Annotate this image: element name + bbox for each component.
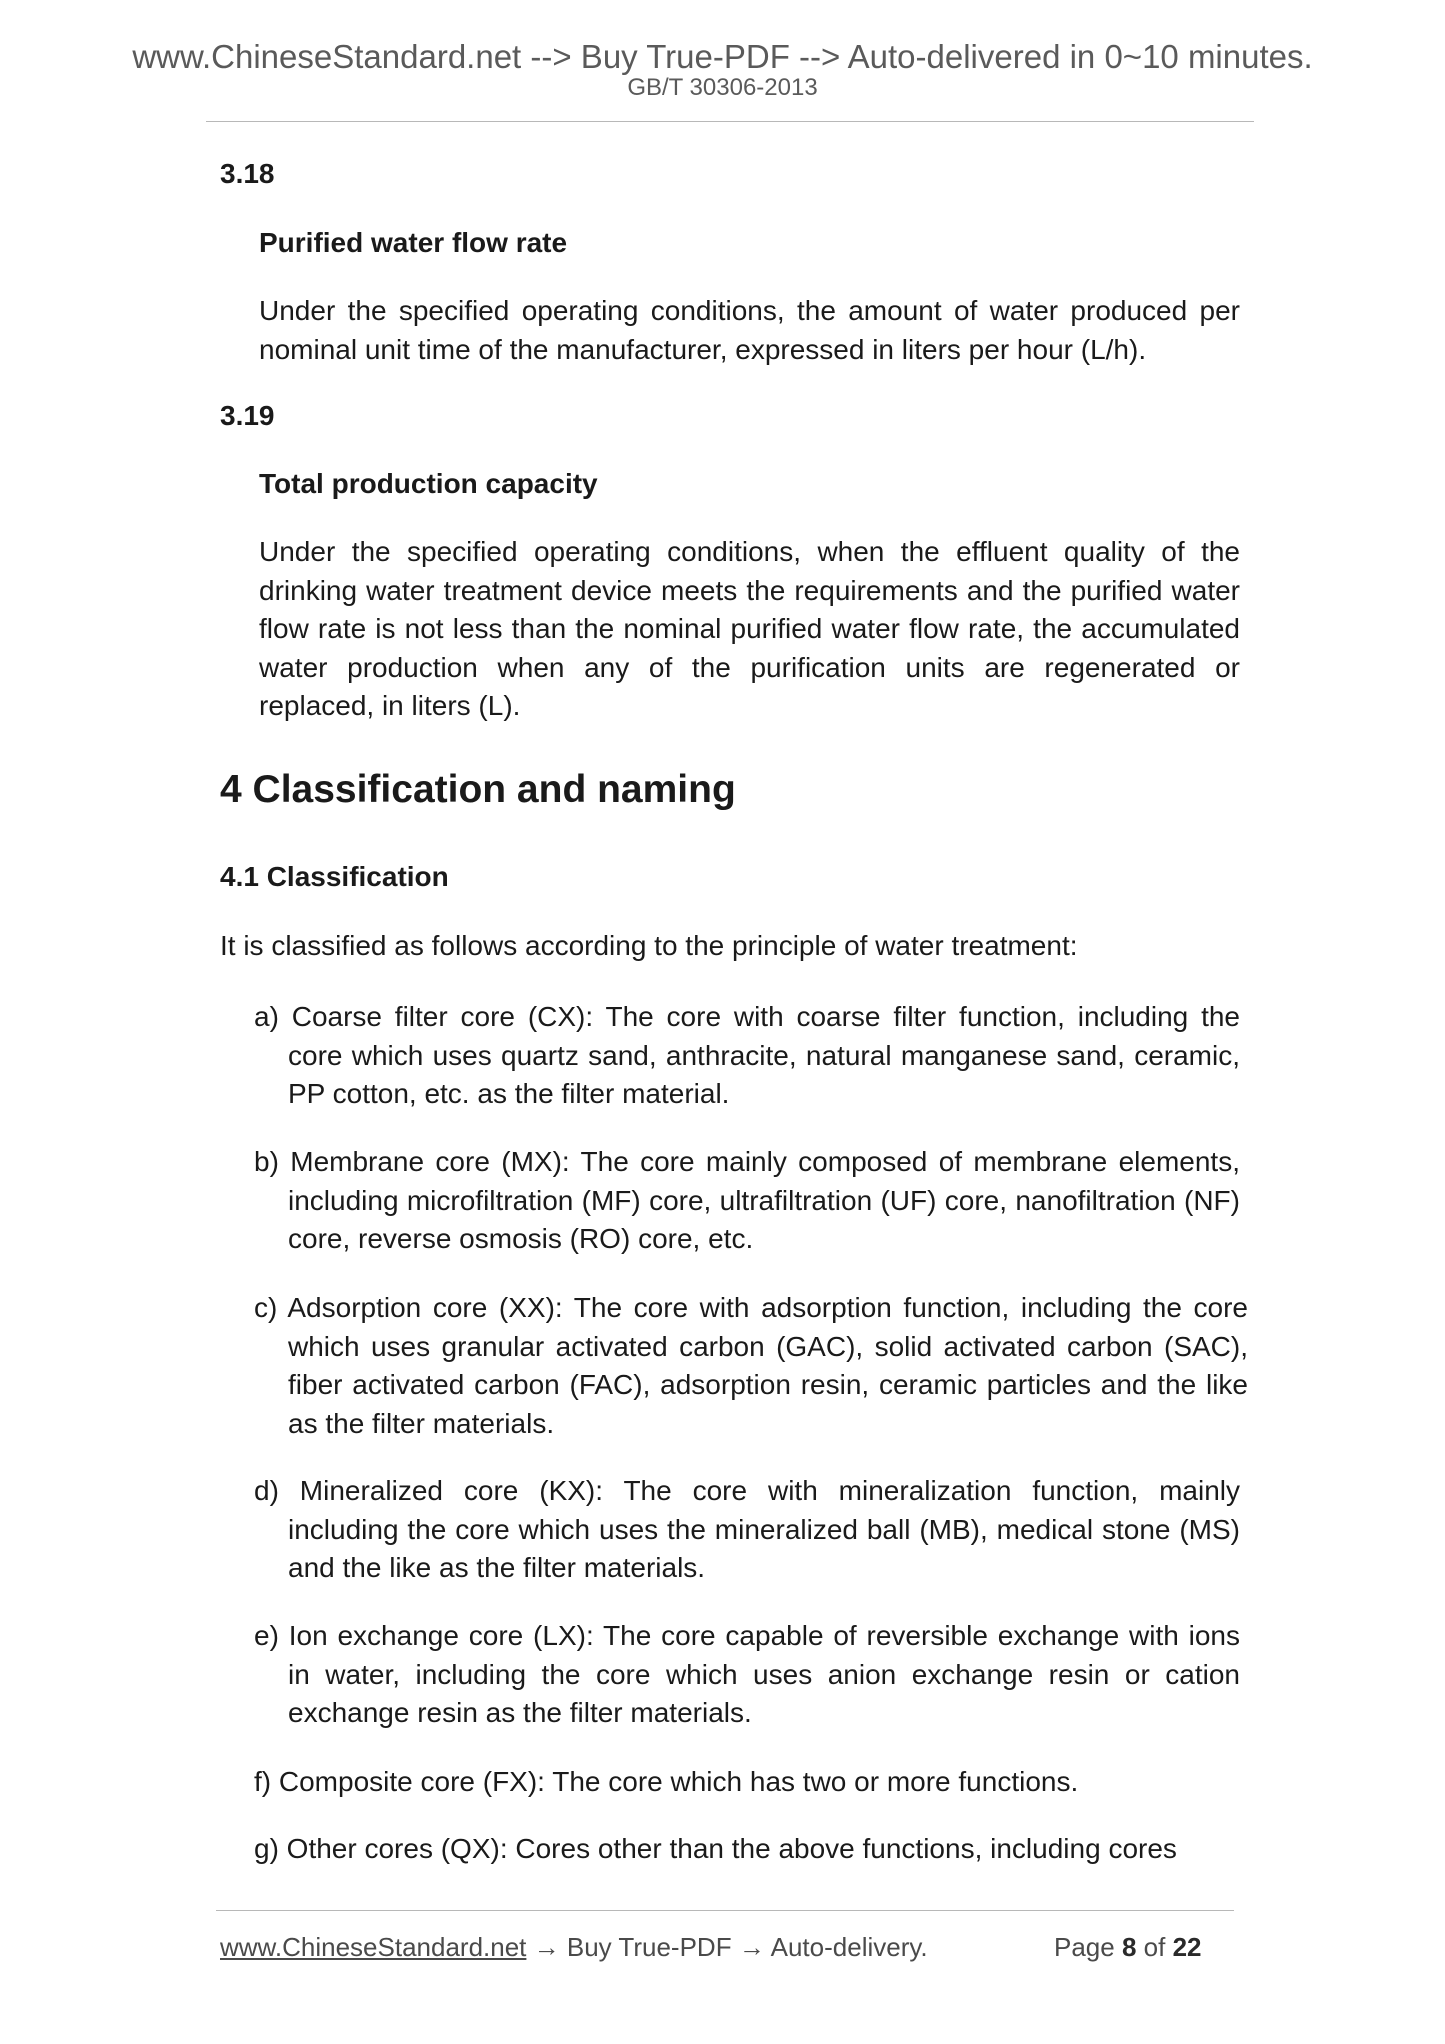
term-definition-3-18: Under the specified operating conditions, the amount of water produced per nominal unit time of the manufacturer, expressed in liters per hour (L/h). (259, 295, 1240, 365)
list-item-mineralized-core: d) Mineralized core (KX): The core with mineralization function, mainly including the core which uses the mineralized ball (MB), medical stone (MS) and the like as the filter materials. (254, 1475, 1240, 1583)
header-banner: www.ChineseStandard.net --> Buy True-PDF --> Auto-delivered in 0~10 minutes. (132, 38, 1313, 75)
page-label: Page (1054, 1932, 1115, 1962)
subsection-title: 4.1 Classification (220, 861, 449, 892)
term-definition-3-19: Under the specified operating conditions, when the effluent quality of the drinking water treatment device meets the requirements and the purified water flow rate is not less than the nominal purified water flow rate, the accumulated water production when any of the purification units are regenerated or replaced, in liters (L). (259, 536, 1240, 721)
term-title-purified-water-flow-rate: Purified water flow rate (259, 227, 568, 258)
footer-left (220, 1930, 928, 1964)
list-item-adsorption-core: c) Adsorption core (XX): The core with adsorption function, including the core which uses granular activated carbon (GAC), solid activated carbon (SAC), fiber activated carbon (FAC), adsorption resin, ceramic particles and the like as the filter materials. (254, 1292, 1248, 1439)
list-item-composite-core: f) Composite core (FX): The core which has two or more functions. (254, 1766, 1079, 1797)
standard-code: GB/T 30306-2013 (627, 74, 818, 101)
term-title-total-production-capacity: Total production capacity (259, 468, 598, 499)
list-item-membrane-core: b) Membrane core (MX): The core mainly composed of membrane elements, including microfiltration (MF) core, ultrafiltration (UF) core, nanofiltration (NF) core, reverse osmosis (RO) core, etc. (254, 1146, 1240, 1254)
arrow-right-icon: → (533, 1932, 560, 1962)
footer-buy-text: Buy True-PDF (566, 1932, 732, 1962)
list-item-coarse-filter-core: a) Coarse filter core (CX): The core with coarse filter function, including the core which uses quartz sand, anthracite, natural manganese sand, ceramic, PP cotton, etc. as the filter material. (254, 1001, 1240, 1109)
page-indicator (1054, 1930, 1202, 1964)
arrow-right-icon: → (738, 1932, 765, 1962)
section-title: 4 Classification and naming (220, 768, 736, 811)
header-divider (206, 121, 1254, 122)
list-item-ion-exchange-core: e) Ion exchange core (LX): The core capable of reversible exchange with ions in water, including the core which uses anion exchange resin or cation exchange resin as the filter materials. (254, 1620, 1240, 1728)
clause-number-3-19: 3.19 (220, 400, 275, 431)
footer-divider (216, 1910, 1234, 1911)
of-label: of (1143, 1932, 1166, 1962)
page-number: 8 (1121, 1932, 1137, 1962)
footer-delivery-text: Auto-delivery. (770, 1932, 928, 1962)
clause-number-3-18: 3.18 (220, 158, 275, 189)
footer-site-link[interactable]: www.ChineseStandard.net (220, 1932, 527, 1962)
classification-intro: It is classified as follows according to the principle of water treatment: (220, 930, 1078, 961)
list-item-other-cores: g) Other cores (QX): Cores other than the above functions, including cores (254, 1833, 1177, 1864)
total-pages: 22 (1172, 1932, 1202, 1962)
